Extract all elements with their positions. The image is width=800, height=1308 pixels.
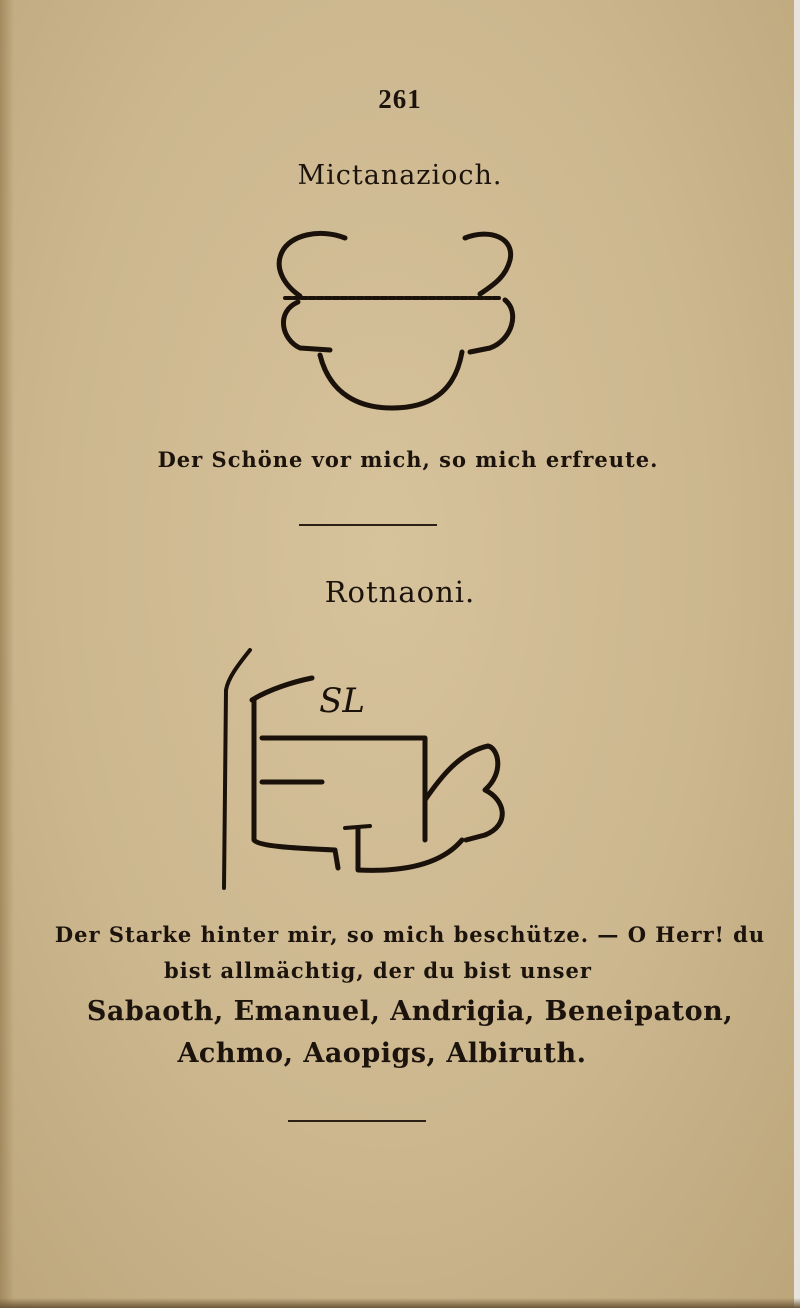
- section-divider-end: [288, 1120, 426, 1122]
- section-title-mictanazioch: Mictanazioch.: [297, 160, 503, 191]
- caption-rotnaoni-line-1: Der Starke hinter mir, so mich beschütze. — O Herr! du: [54, 922, 766, 947]
- caption-rotnaoni-line-4: Achmo, Aaopigs, Albiruth.: [177, 1038, 587, 1069]
- page-number: 261: [378, 84, 422, 114]
- caption-rotnaoni-line-3: Sabaoth, Emanuel, Andrigia, Beneipaton,: [86, 996, 734, 1027]
- seal-glyph-text: SL: [319, 681, 365, 721]
- section-title-rotnaoni: Rotnaoni.: [324, 575, 476, 609]
- caption-mictanazioch: Der Schöne vor mich, so mich erfreute.: [157, 447, 659, 472]
- caption-rotnaoni-line-2: bist allmächtig, der du bist unser: [164, 958, 592, 983]
